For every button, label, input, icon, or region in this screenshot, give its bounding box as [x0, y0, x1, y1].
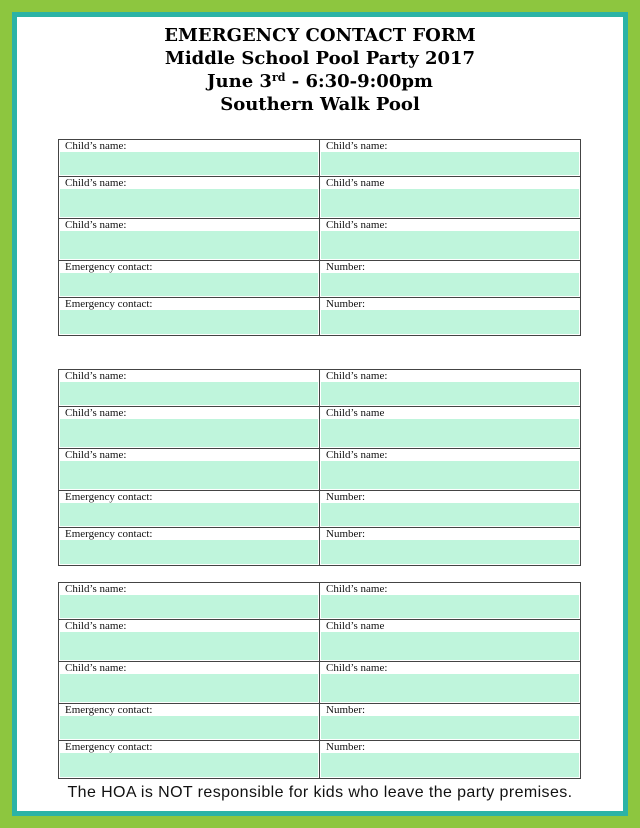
field-label: Emergency contact: [65, 528, 153, 540]
table-row [59, 449, 581, 491]
field-label: Child’s name: [326, 583, 388, 595]
field-label: Emergency contact: [65, 704, 153, 716]
field-input[interactable] [321, 540, 579, 564]
field-input[interactable] [321, 273, 579, 296]
field-label: Child’s name: [326, 449, 388, 461]
table-row [59, 741, 581, 779]
field-label: Child’s name: [65, 449, 127, 461]
field-input[interactable] [60, 310, 318, 334]
field-label: Child’s name: [65, 370, 127, 382]
table-row [59, 620, 581, 662]
field-input[interactable] [60, 674, 318, 702]
field-label: Emergency contact: [65, 491, 153, 503]
field-input[interactable] [60, 152, 318, 175]
form-field[interactable] [59, 261, 320, 298]
form-field[interactable] [320, 407, 581, 449]
form-heading [0, 24, 640, 116]
field-label: Number: [326, 528, 366, 540]
field-input[interactable] [321, 674, 579, 702]
table-row [59, 177, 581, 219]
field-label: Number: [326, 298, 366, 310]
form-field[interactable] [59, 662, 320, 704]
form-field[interactable] [59, 528, 320, 566]
field-label: Number: [326, 741, 366, 753]
field-label: Child’s name [326, 620, 385, 632]
field-label: Child’s name: [326, 370, 388, 382]
date-time: - 6:30-9:00pm [285, 71, 433, 92]
field-input[interactable] [321, 419, 579, 447]
field-input[interactable] [60, 595, 318, 618]
field-input[interactable] [321, 189, 579, 217]
contact-table-2 [58, 369, 581, 566]
field-input[interactable] [60, 419, 318, 447]
form-field[interactable] [320, 741, 581, 779]
form-field[interactable] [59, 491, 320, 528]
table-row [59, 704, 581, 741]
field-label: Child’s name: [65, 662, 127, 674]
form-field[interactable] [59, 298, 320, 336]
table-row [59, 370, 581, 407]
field-label: Child’s name: [65, 219, 127, 231]
field-input[interactable] [321, 632, 579, 660]
form-field[interactable] [320, 528, 581, 566]
table-row [59, 298, 581, 336]
contact-table-1 [58, 139, 581, 336]
field-input[interactable] [321, 461, 579, 489]
field-input[interactable] [321, 310, 579, 334]
field-input[interactable] [321, 152, 579, 175]
field-label: Child’s name: [326, 219, 388, 231]
date-day: June 3 [207, 71, 272, 92]
event-date [0, 70, 640, 93]
field-input[interactable] [60, 753, 318, 777]
field-input[interactable] [321, 595, 579, 618]
field-input[interactable] [60, 632, 318, 660]
date-ordinal: rd [271, 71, 286, 84]
field-input[interactable] [321, 382, 579, 405]
field-input[interactable] [60, 273, 318, 296]
form-title: EMERGENCY CONTACT FORM [164, 25, 476, 46]
form-field[interactable] [320, 219, 581, 261]
field-input[interactable] [60, 189, 318, 217]
form-field[interactable] [320, 491, 581, 528]
event-name: Middle School Pool Party 2017 [164, 48, 476, 69]
table-row [59, 528, 581, 566]
contact-table-3 [58, 582, 581, 779]
table-row [59, 261, 581, 298]
form-field[interactable] [320, 370, 581, 407]
table-row [59, 491, 581, 528]
field-label: Number: [326, 491, 366, 503]
form-field[interactable] [320, 261, 581, 298]
field-input[interactable] [60, 503, 318, 526]
field-input[interactable] [60, 461, 318, 489]
field-label: Child’s name [326, 407, 385, 419]
field-label: Number: [326, 261, 366, 273]
field-label: Child’s name: [326, 140, 388, 152]
field-label: Child’s name [326, 177, 385, 189]
form-field[interactable] [59, 704, 320, 741]
form-field[interactable] [59, 741, 320, 779]
event-location: Southern Walk Pool [220, 94, 420, 115]
field-label: Emergency contact: [65, 298, 153, 310]
field-label: Child’s name: [65, 583, 127, 595]
form-field[interactable] [320, 449, 581, 491]
field-label: Child’s name: [65, 177, 127, 189]
form-field[interactable] [59, 219, 320, 261]
field-label: Child’s name: [326, 662, 388, 674]
form-field[interactable] [59, 140, 320, 177]
form-field[interactable] [320, 620, 581, 662]
form-field[interactable] [59, 583, 320, 620]
field-input[interactable] [321, 753, 579, 777]
form-field[interactable] [320, 583, 581, 620]
form-field[interactable] [59, 370, 320, 407]
field-input[interactable] [321, 503, 579, 526]
field-label: Emergency contact: [65, 741, 153, 753]
field-input[interactable] [60, 231, 318, 259]
form-field[interactable] [59, 620, 320, 662]
field-input[interactable] [321, 716, 579, 739]
disclaimer-footer: The HOA is NOT responsible for kids who leave the party premises. [67, 784, 573, 801]
form-field[interactable] [320, 140, 581, 177]
form-field[interactable] [320, 662, 581, 704]
field-input[interactable] [321, 231, 579, 259]
form-field[interactable] [59, 407, 320, 449]
form-field[interactable] [59, 177, 320, 219]
table-row [59, 407, 581, 449]
field-input[interactable] [60, 382, 318, 405]
table-row [59, 583, 581, 620]
table-row [59, 662, 581, 704]
table-row [59, 140, 581, 177]
field-label: Number: [326, 704, 366, 716]
table-row [59, 219, 581, 261]
field-input[interactable] [60, 716, 318, 739]
field-label: Child’s name: [65, 407, 127, 419]
form-field[interactable] [320, 298, 581, 336]
form-field[interactable] [320, 177, 581, 219]
field-label: Child’s name: [65, 620, 127, 632]
form-field[interactable] [320, 704, 581, 741]
form-field[interactable] [59, 449, 320, 491]
field-label: Emergency contact: [65, 261, 153, 273]
field-input[interactable] [60, 540, 318, 564]
field-label: Child’s name: [65, 140, 127, 152]
